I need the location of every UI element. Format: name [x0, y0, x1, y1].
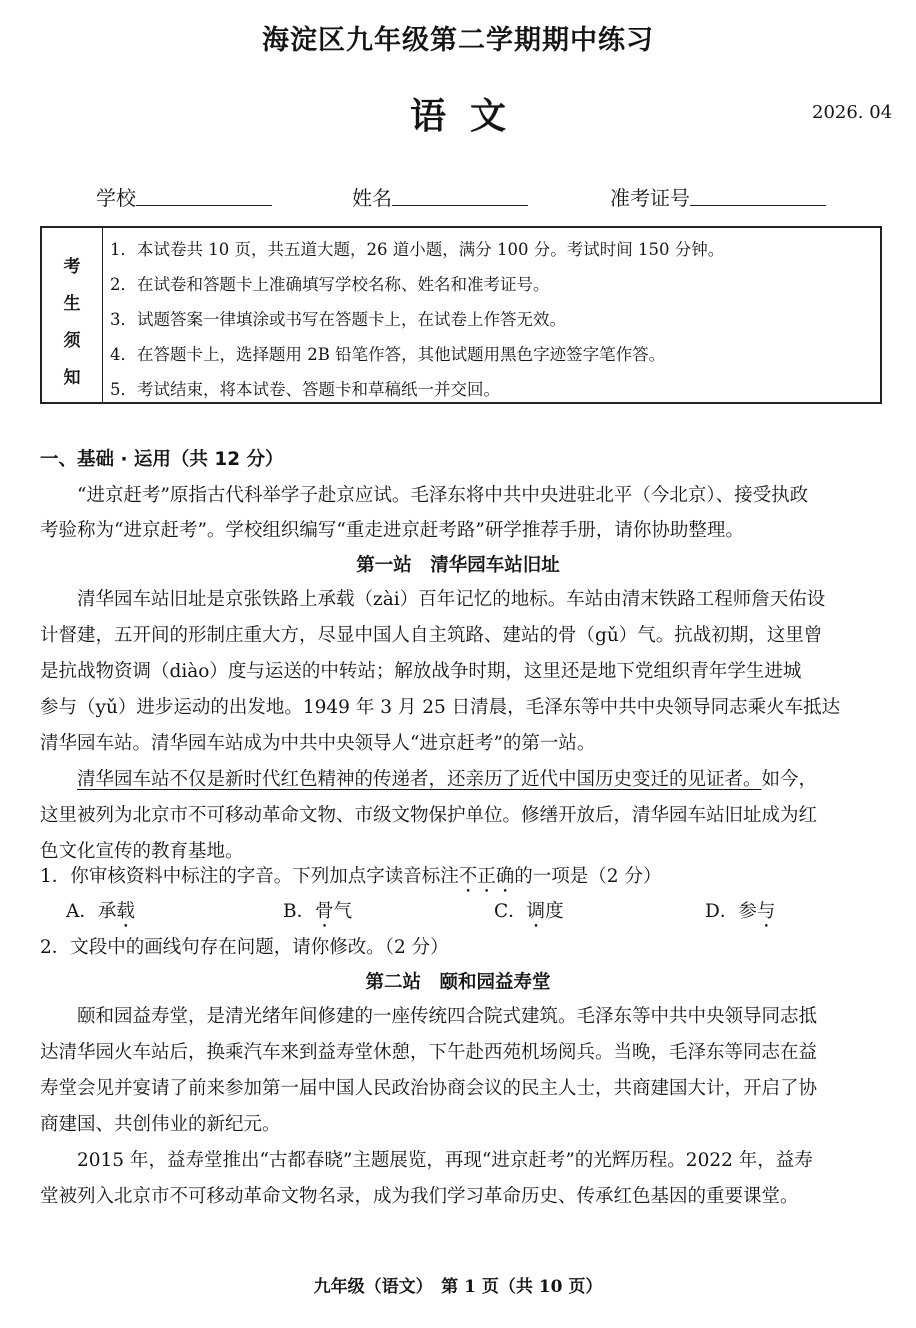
option-dotted-char: 与 [756, 901, 776, 922]
name-field[interactable] [392, 205, 528, 206]
station2-line: 达清华园火车站后，换乘汽车来到益寿堂休憩，下午赴西苑机场阅兵。当晚，毛泽东等同志在益 [40, 1042, 818, 1063]
notice-item: 1．本试卷共 10 页，共五道大题，26 道小题，满分 100 分。考试时间 150 分钟。 [110, 240, 725, 259]
intro-line: “进京赶考”原指古代科举学子赴京应试。毛泽东将中共中央进驻北平（今北京）、接受执政 [40, 485, 809, 506]
question-1-stem [40, 862, 661, 897]
q1-option-c[interactable] [494, 897, 564, 932]
station2-line: 2015 年，益寿堂推出“古都春晓”主题展览，再现“进京赶考”的光辉历程。2022 年，益寿 [40, 1150, 813, 1171]
question-2-stem: 2．文段中的画线句存在问题，请你修改。（2 分） [40, 937, 449, 958]
station1-line: 色文化宣传的教育基地。 [40, 841, 244, 862]
station2-line: 寿堂会见并宴请了前来参加第一届中国人民政治协商会议的民主人士，共商建国大计，开启了协 [40, 1078, 818, 1099]
exam-id-label: 准考证号 [610, 186, 690, 210]
notice-item: 5．考试结束，将本试卷、答题卡和草稿纸一并交回。 [110, 380, 500, 399]
exam-title: 海淀区九年级第二学期期中练习 [262, 25, 654, 56]
q1-stem-before: 1．你审核资料中标注的字音。下列加点字读音标注 [40, 866, 459, 887]
q1-option-b[interactable] [283, 897, 352, 932]
station1-line: 参与（yǔ）进步运动的出发地。1949 年 3 月 25 日清晨，毛泽东等中共中央领导同志乘火车抵达 [40, 697, 841, 718]
name-label: 姓名 [352, 186, 392, 210]
option-text: 气 [333, 901, 353, 922]
option-letter: C． [494, 901, 527, 922]
exam-id-field[interactable] [690, 205, 826, 206]
station1-line: 计督建，五开间的形制庄重大方，尽显中国人自主筑路、建站的骨（gǔ）气。抗战初期，这里曾 [40, 625, 823, 646]
station1-title: 第一站 清华园车站旧址 [356, 555, 560, 576]
notice-heading [42, 228, 103, 402]
subject-title: 语文 [409, 95, 530, 137]
school-label: 学校 [96, 186, 136, 210]
station1-line: 这里被列为北京市不可移动革命文物、市级文物保护单位。修缮开放后，清华园车站旧址成为红 [40, 805, 818, 826]
station2-title: 第二站 颐和园益寿堂 [365, 972, 551, 993]
option-dotted-char: 骨 [315, 901, 334, 922]
notice-heading-char: 知 [63, 368, 81, 388]
option-letter: B． [283, 901, 316, 922]
q1-stem-emphasis: 不正确 [458, 866, 515, 887]
candidate-notice-box [40, 226, 882, 404]
section-title: 一、基础 · 运用（共 12 分） [40, 449, 284, 470]
q1-stem-after: 的一项是（2 分） [514, 866, 662, 887]
q1-option-a[interactable] [66, 897, 135, 932]
exam-date: 2026. 04 [812, 102, 893, 123]
notice-heading-char: 生 [63, 294, 81, 314]
station1-line: 是抗战物资调（diào）度与运送的中转站；解放战争时期，这里还是地下党组织青年学生进城 [40, 661, 802, 682]
station1-line: 清华园车站旧址是京张铁路上承载（zài）百年记忆的地标。车站由清末铁路工程师詹天佑设 [40, 589, 826, 610]
option-text: 承 [97, 901, 117, 922]
option-text: 度 [545, 901, 564, 922]
station1-line: 清华园车站。清华园车站成为中共中央领导人“进京赶考”的第一站。 [40, 733, 596, 754]
intro-line: 考验称为“进京赶考”。学校组织编写“重走进京赶考路”研学推荐手册，请你协助整理。 [40, 520, 744, 541]
notice-item: 2．在试卷和答题卡上准确填写学校名称、姓名和准考证号。 [110, 275, 550, 294]
station1-para2-first-line [40, 765, 817, 791]
station2-line: 商建国、共创伟业的新纪元。 [40, 1114, 281, 1135]
option-text: 参 [738, 901, 757, 922]
notice-item: 4．在答题卡上，选择题用 2B 铅笔作答，其他试题用黑色字迹签字笔作答。 [110, 345, 666, 364]
station1-para2-tail: 如今， [761, 769, 818, 790]
school-field[interactable] [136, 205, 272, 206]
page-footer: 九年级（语文） 第 1 页（共 10 页） [313, 1277, 603, 1297]
notice-item: 3．试题答案一律填涂或书写在答题卡上，在试卷上作答无效。 [110, 310, 566, 329]
option-dotted-char: 载 [116, 901, 135, 922]
notice-heading-char: 须 [63, 331, 81, 351]
notice-heading-char: 考 [63, 257, 81, 277]
option-letter: D． [705, 901, 739, 922]
option-letter: A． [66, 901, 98, 922]
underlined-sentence: 清华园车站不仅是新时代红色精神的传递者，还亲历了近代中国历史变迁的见证者。 [77, 769, 762, 790]
q1-option-d[interactable] [705, 897, 775, 932]
station2-line: 堂被列入北京市不可移动革命文物名录，成为我们学习革命历史、传承红色基因的重要课堂。 [40, 1186, 799, 1207]
station2-line: 颐和园益寿堂，是清光绪年间修建的一座传统四合院式建筑。毛泽东等中共中央领导同志抵 [40, 1006, 818, 1027]
option-dotted-char: 调 [526, 901, 546, 922]
